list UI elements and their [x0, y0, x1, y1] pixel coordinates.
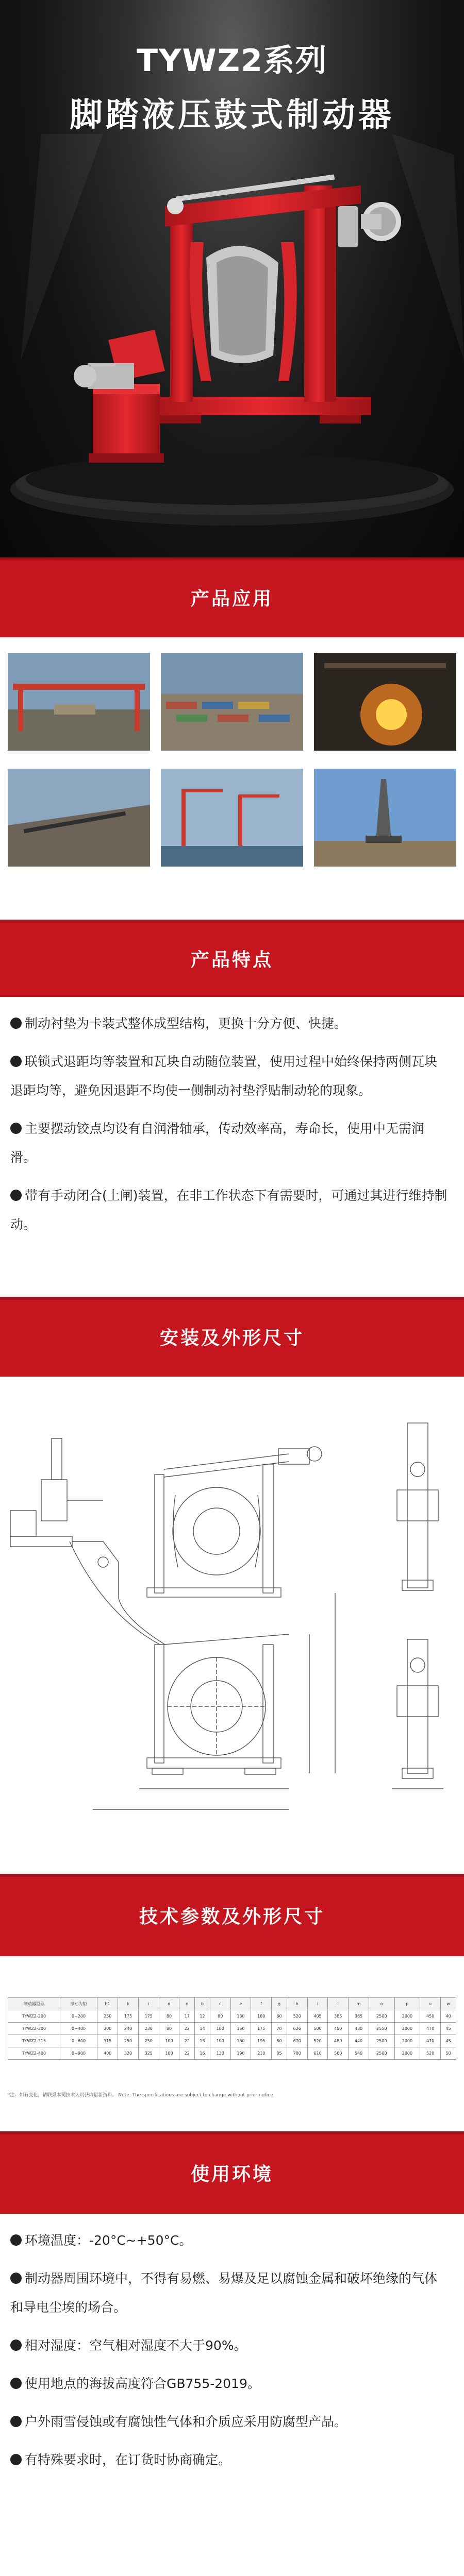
feature-item: 带有手动闭合(上闸)装置，在非工作状态下有需要时，可通过其进行维持制动。	[10, 1188, 448, 1232]
spec-table-header-cell: i	[138, 1998, 159, 2010]
spec-table-header-cell: f	[251, 1998, 272, 2010]
application-photo-gantry-crane	[8, 653, 150, 751]
section-title-installation: 安装及外形尺寸	[159, 1328, 304, 1349]
spec-table-header-row	[8, 1998, 456, 2010]
spec-table-header-cell: l	[328, 1998, 349, 2010]
bullet-icon	[10, 2416, 22, 2427]
environment-list	[0, 2214, 464, 2509]
feature-item: 联锁式退距均等装置和瓦块自动随位装置，使用过程中始终保持两侧瓦块退距均等，避免因退距不均使一侧制动衬垫浮贴制动轮的现象。	[10, 1054, 438, 1098]
spec-table-cell: 240	[118, 2023, 139, 2035]
spec-table-cell: 440	[349, 2035, 369, 2047]
spec-table-cell: 450	[420, 2010, 441, 2023]
bullet-icon	[10, 2273, 22, 2284]
environment-item: 有特殊要求时，在订货时协商确定。	[10, 2446, 449, 2475]
spec-table-cell: 210	[251, 2047, 272, 2060]
spec-table-header-cell: m	[349, 1998, 369, 2010]
spec-table-cell: 22	[179, 2035, 195, 2047]
spec-table-header-cell: i	[307, 1998, 328, 2010]
hero-banner	[0, 0, 464, 557]
spec-table-cell: 175	[251, 2023, 272, 2035]
section-title-specs: 技术参数及外形尺寸	[139, 1906, 325, 1927]
specs-section	[0, 1956, 464, 2131]
spec-table-cell: 325	[138, 2047, 159, 2060]
section-title-features: 产品特点	[190, 949, 273, 971]
spec-table-cell: 405	[307, 2010, 328, 2023]
spec-table-cell: 80	[159, 2023, 179, 2035]
spec-table-cell: 16	[195, 2047, 210, 2060]
spec-table-cell: TYWZ2-315	[8, 2035, 60, 2047]
spec-table-cell: 0~600	[60, 2035, 97, 2047]
application-photo-port-cranes	[161, 769, 303, 867]
section-header-environment	[0, 2131, 464, 2214]
spec-table-cell: 250	[97, 2010, 118, 2023]
application-photo-steel-mill	[314, 653, 456, 751]
application-photo-drilling-rig	[314, 769, 456, 867]
spec-table-header-cell: c	[210, 1998, 230, 2010]
spec-table-cell: 520	[420, 2047, 441, 2060]
spec-table-row	[8, 2023, 456, 2035]
spec-table-cell: 480	[328, 2035, 349, 2047]
spec-table-cell: 520	[307, 2035, 328, 2047]
environment-item: 使用地点的海拔高度符合GB755-2019。	[10, 2369, 449, 2398]
environment-item: 环境温度：-20°C~+50°C。	[10, 2226, 449, 2255]
spec-table-cell: 45	[441, 2023, 456, 2035]
environment-item: 相对湿度：空气相对湿度不大于90%。	[10, 2331, 449, 2360]
spec-table	[8, 1997, 456, 2060]
spec-table-cell: 80	[159, 2010, 179, 2023]
spec-table-cell: 2000	[394, 2023, 420, 2035]
spec-table-cell: 2000	[394, 2035, 420, 2047]
application-photo-mining-conveyor	[8, 769, 150, 867]
environment-item: 制动器周围环境中，不得有易燃、易爆及足以腐蚀金属和破坏绝缘的气体和导电尘埃的场合。	[10, 2271, 438, 2315]
spec-table-header-cell: b	[195, 1998, 210, 2010]
dimension-drawing	[0, 1377, 464, 1874]
spec-table-cell: 22	[179, 2047, 195, 2060]
feature-item: 主要摆动铰点均设有自润滑轴承，传动效率高，寿命长，使用中无需润滑。	[10, 1121, 425, 1165]
bullet-icon	[10, 1056, 22, 1067]
spec-table-cell: 130	[210, 2047, 230, 2060]
bullet-icon	[10, 1190, 22, 1201]
spec-table-header-cell: 制动力矩	[60, 1998, 97, 2010]
spec-table-cell: 400	[97, 2047, 118, 2060]
section-title-environment: 使用环境	[190, 2163, 273, 2185]
spec-table-cell: 40	[441, 2010, 456, 2023]
product-render	[0, 0, 464, 557]
spec-table-cell: 670	[287, 2035, 307, 2047]
spec-table-header-cell: u	[420, 1998, 441, 2010]
spec-table-cell: 470	[420, 2023, 441, 2035]
section-header-specs	[0, 1874, 464, 1956]
spec-table-cell: 780	[287, 2047, 307, 2060]
spec-table-cell: 2500	[369, 2035, 394, 2047]
spec-table-cell: 520	[287, 2010, 307, 2023]
hero-title: TYWZ2系列	[137, 43, 327, 79]
spec-table-cell: 50	[441, 2047, 456, 2060]
application-gallery	[0, 637, 464, 920]
bullet-icon	[10, 1018, 22, 1029]
application-photo-container-yard	[161, 653, 303, 751]
spec-table-cell: 0~900	[60, 2047, 97, 2060]
spec-table-cell: 250	[138, 2035, 159, 2047]
spec-table-cell: 540	[349, 2047, 369, 2060]
spec-table-cell: 150	[230, 2023, 251, 2035]
spec-table-cell: 22	[179, 2023, 195, 2035]
spec-table-header-cell: o	[369, 1998, 394, 2010]
spec-table-cell: 80	[210, 2010, 230, 2023]
spec-table-cell: 160	[230, 2035, 251, 2047]
spec-table-cell: 80	[272, 2035, 287, 2047]
spec-table-cell: 560	[328, 2047, 349, 2060]
spec-table-cell: 500	[307, 2023, 328, 2035]
spec-table-cell: 15	[195, 2035, 210, 2047]
environment-item: 户外雨雪侵蚀或有腐蚀性气体和介质应采用防腐型产品。	[10, 2408, 449, 2436]
spec-table-cell: 175	[118, 2010, 139, 2023]
spec-table-cell: 430	[349, 2023, 369, 2035]
spec-table-header-cell: k	[118, 1998, 139, 2010]
bullet-icon	[10, 1123, 22, 1134]
spec-table-header-cell: w	[441, 1998, 456, 2010]
bullet-icon	[10, 2340, 22, 2351]
spec-table-cell: 230	[138, 2023, 159, 2035]
spec-table-cell: 610	[307, 2047, 328, 2060]
spec-table-cell: 365	[349, 2010, 369, 2023]
spec-table-cell: 626	[287, 2023, 307, 2035]
spec-table-cell: 385	[328, 2010, 349, 2023]
spec-table-cell: 100	[159, 2035, 179, 2047]
spec-table-cell: 315	[97, 2035, 118, 2047]
spec-table-cell: 320	[118, 2047, 139, 2060]
spec-table-cell: 470	[420, 2035, 441, 2047]
spec-table-container	[8, 1997, 456, 2060]
spec-table-header-cell: g	[272, 1998, 287, 2010]
spec-table-cell: 70	[272, 2023, 287, 2035]
spec-table-header-cell: h1	[97, 1998, 118, 2010]
spec-table-cell: 100	[159, 2047, 179, 2060]
spec-table-cell: 2500	[369, 2010, 394, 2023]
spec-table-cell: 2550	[369, 2023, 394, 2035]
spec-table-header-cell: e	[230, 1998, 251, 2010]
bullet-icon	[10, 2234, 22, 2246]
spec-table-cell: 0~200	[60, 2010, 97, 2023]
spec-table-cell: 100	[210, 2023, 230, 2035]
spec-note: *注：如有变化，请联系本司技术人员获取最新资料。 Note: The specifications are subject to change without prior notice.	[8, 2093, 275, 2098]
spec-table-cell: 195	[251, 2035, 272, 2047]
spec-table-cell: 12	[195, 2010, 210, 2023]
spec-table-row	[8, 2035, 456, 2047]
spec-table-cell: 85	[272, 2047, 287, 2060]
spec-table-cell: 45	[441, 2035, 456, 2047]
spec-table-header-cell: d	[159, 1998, 179, 2010]
hero-subtitle: 脚踏液压鼓式制动器	[70, 96, 394, 134]
spec-table-cell: 450	[328, 2023, 349, 2035]
spec-table-cell: 250	[118, 2035, 139, 2047]
spec-table-cell: 130	[230, 2010, 251, 2023]
spec-table-header-cell: p	[394, 1998, 420, 2010]
spec-table-cell: 2500	[369, 2047, 394, 2060]
installation-drawing	[0, 1377, 464, 1874]
spec-table-cell: 0~400	[60, 2023, 97, 2035]
spec-table-cell: 175	[138, 2010, 159, 2023]
section-header-features	[0, 920, 464, 997]
spec-table-header-cell: h	[287, 1998, 307, 2010]
spec-table-row	[8, 2010, 456, 2023]
spec-table-cell: 60	[272, 2010, 287, 2023]
spec-table-cell: 160	[251, 2010, 272, 2023]
feature-item: 制动衬垫为卡装式整体成型结构，更换十分方便、快捷。	[10, 1009, 449, 1038]
spec-table-cell: 17	[179, 2010, 195, 2023]
section-header-installation	[0, 1297, 464, 1377]
section-header-application	[0, 557, 464, 637]
spec-table-header-cell: 制动器型号	[8, 1998, 60, 2010]
spec-table-cell: 100	[210, 2035, 230, 2047]
bullet-icon	[10, 2378, 22, 2389]
spec-table-row	[8, 2047, 456, 2060]
spec-table-cell: TYWZ2-400	[8, 2047, 60, 2060]
spec-table-cell: TYWZ2-200	[8, 2010, 60, 2023]
spec-table-cell: 2000	[394, 2010, 420, 2023]
features-list	[0, 997, 464, 1297]
spec-table-cell: 300	[97, 2023, 118, 2035]
bullet-icon	[10, 2454, 22, 2465]
spec-table-header-cell: n	[179, 1998, 195, 2010]
spec-table-cell: TYWZ2-300	[8, 2023, 60, 2035]
spec-table-cell: 2000	[394, 2047, 420, 2060]
section-title-application: 产品应用	[190, 588, 273, 609]
spec-table-cell: 14	[195, 2023, 210, 2035]
spec-table-cell: 190	[230, 2047, 251, 2060]
